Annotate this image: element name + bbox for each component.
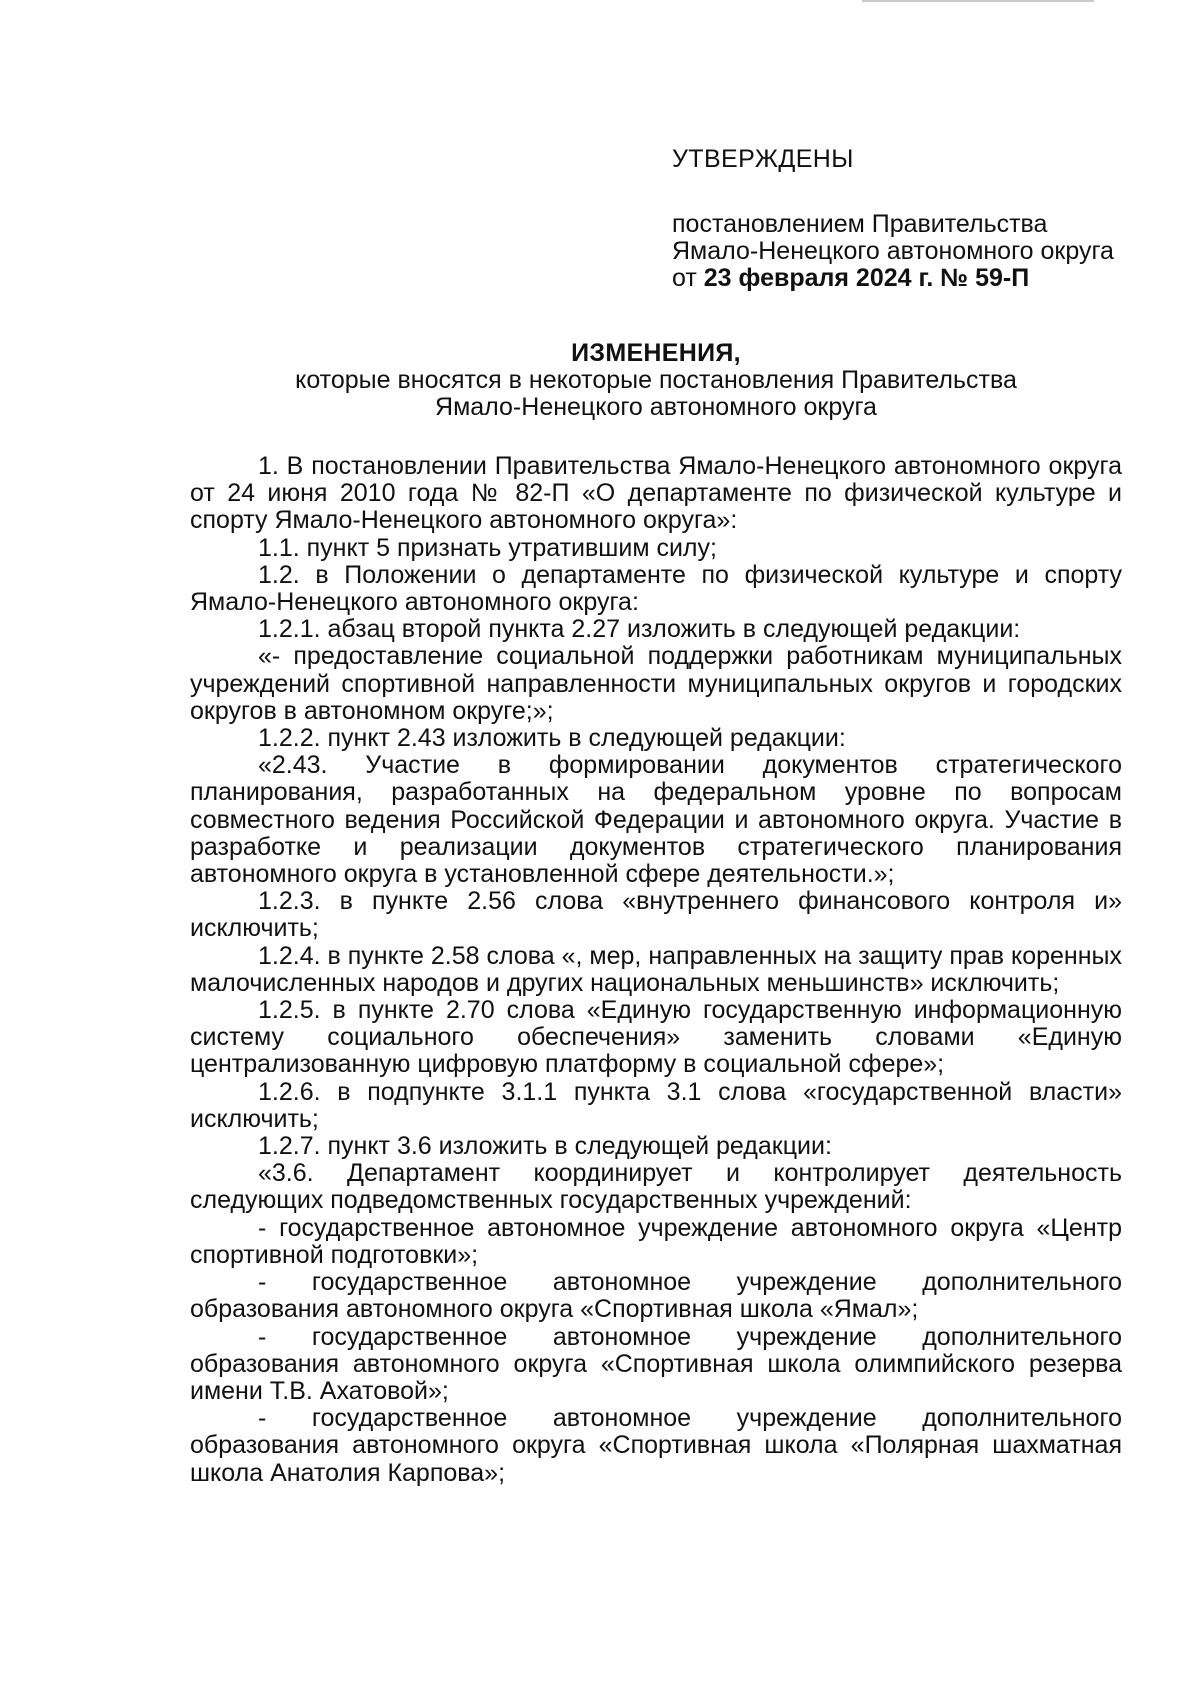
paragraph: - государственное автономное учреждение автономного округа «Центр спортивной подготовки»; bbox=[190, 1213, 1122, 1269]
approval-line-2: Ямало-Ненецкого автономного округа bbox=[672, 237, 1114, 265]
document-subtitle-line-1: которые вносятся в некоторые постановления Правительства bbox=[295, 366, 1017, 394]
paragraph: - государственное автономное учреждение дополнительного образования автономного округа «Спортивная школа олимпийского резерва имени Т.В. Ахатовой»; bbox=[190, 1322, 1122, 1405]
paragraph: - государственное автономное учреждение дополнительного образования автономного округа «Спортивная школа «Ямал»; bbox=[190, 1268, 1122, 1324]
paragraph: «3.6. Департамент координирует и контролирует деятельность следующих подведомственных государственных учреждений: bbox=[190, 1159, 1122, 1215]
paragraph: 1.2.6. в подпункте 3.1.1 пункта 3.1 слова «государственной власти» исключить; bbox=[190, 1077, 1122, 1133]
paragraph: «- предоставление социальной поддержки работникам муниципальных учреждений спортивной направленности муниципальных округов и городских округов в автономном округе;»; bbox=[190, 642, 1122, 725]
paragraph: 1.2.2. пункт 2.43 изложить в следующей редакции: bbox=[258, 724, 846, 753]
paragraph: 1.1. пункт 5 признать утратившим силу; bbox=[258, 533, 717, 562]
approval-line-1: постановлением Правительства bbox=[672, 210, 1048, 238]
approval-line-3 bbox=[672, 265, 1132, 292]
paragraph: 1.2.4. в пункте 2.58 слова «, мер, направленных на защиту прав коренных малочисленных народов и других национальных меньшинств» исключить; bbox=[190, 941, 1122, 997]
paragraph: 1.2.7. пункт 3.6 изложить в следующей редакции: bbox=[258, 1132, 832, 1161]
document-body bbox=[190, 453, 1122, 1487]
approval-block bbox=[672, 146, 1132, 292]
paragraph: 1.2.5. в пункте 2.70 слова «Единую государственную информационную систему социального обеспечения» заменить словами «Единую централизованную цифровую платформу в социальной сфере»; bbox=[190, 996, 1122, 1079]
scan-edge-line bbox=[862, 0, 1094, 2]
paragraph: - государственное автономное учреждение дополнительного образования автономного округа «Спортивная школа «Полярная шахматная школа Анатолия Карпова»; bbox=[190, 1404, 1122, 1487]
approval-date-prefix: от bbox=[672, 264, 704, 292]
paragraph: «2.43. Участие в формировании документов стратегического планирования, разработанных на федеральном уровне по вопросам совместного ведения Российской Федерации и автономного округа. Участие в разработке и реализации документов стратегического планирования автономного округа в установленной сфере деятельности.»; bbox=[190, 751, 1122, 889]
document-heading bbox=[190, 340, 1122, 421]
approval-stamp-title: УТВЕРЖДЕНЫ bbox=[672, 145, 854, 173]
paragraph: 1.2. в Положении о департаменте по физической культуре и спорту Ямало-Ненецкого автономного округа: bbox=[190, 560, 1122, 617]
paragraph: 1.2.1. абзац второй пункта 2.27 изложить в следующей редакции: bbox=[258, 615, 1021, 644]
document-subtitle-line-2: Ямало-Ненецкого автономного округа bbox=[435, 393, 877, 421]
approval-date-number: 23 февраля 2024 г. № 59-П bbox=[703, 264, 1030, 292]
paragraph: 1.2.3. в пункте 2.56 слова «внутреннего финансового контроля и» исключить; bbox=[190, 887, 1122, 943]
paragraph: 1. В постановлении Правительства Ямало-Ненецкого автономного округа от 24 июня 2010 года № 82-П «О департаменте по физической культуре и спорту Ямало-Ненецкого автономного округа»: bbox=[190, 452, 1122, 535]
document-title: ИЗМЕНЕНИЯ, bbox=[571, 339, 741, 367]
